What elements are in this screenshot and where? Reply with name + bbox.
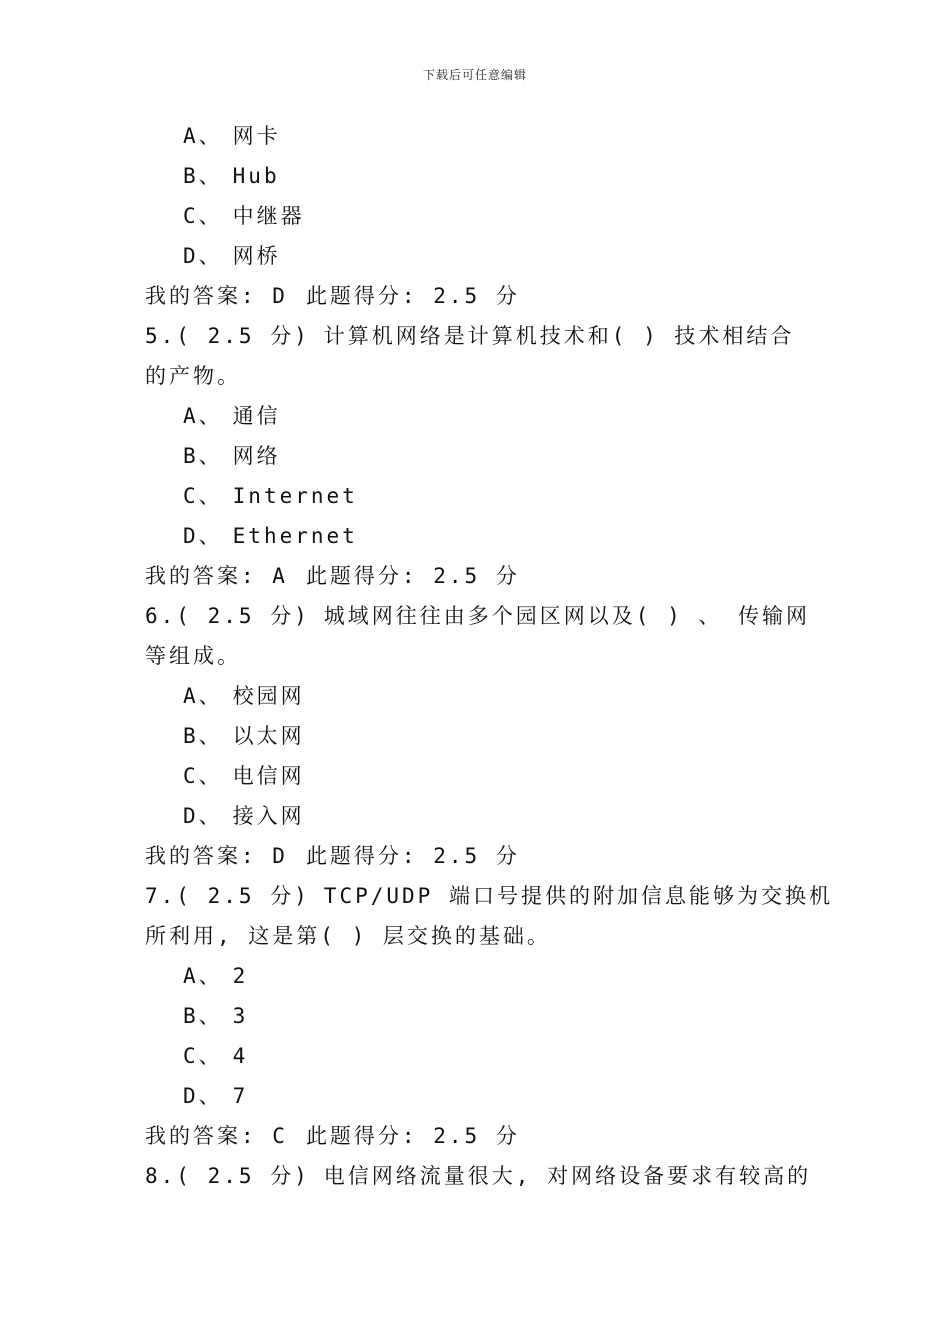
option-text: 中继器 xyxy=(232,204,305,228)
option-text: 校园网 xyxy=(232,684,305,708)
option-letter: A、 xyxy=(183,964,223,988)
option-letter: D、 xyxy=(183,244,223,268)
question-text-continued: 所利用, 这是第( ) 层交换的基础。 xyxy=(145,924,551,948)
option-text: 通信 xyxy=(232,404,281,428)
my-answer: 我的答案: D xyxy=(145,844,288,868)
option-b xyxy=(145,156,815,196)
question-text-continued: 等组成。 xyxy=(145,644,241,668)
question-text: TCP/UDP 端口号提供的附加信息能够为交换机 xyxy=(323,884,833,908)
page-header: 下载后可任意编辑 xyxy=(422,68,527,82)
option-c xyxy=(145,196,815,236)
option-d xyxy=(145,1076,815,1116)
option-text: Internet xyxy=(232,484,358,508)
option-b xyxy=(145,996,815,1036)
question-7 xyxy=(145,876,833,916)
option-text: 以太网 xyxy=(232,724,305,748)
option-letter: C、 xyxy=(183,1044,223,1068)
question-text: 城域网往往由多个园区网以及( ) 、 传输网 xyxy=(323,604,811,628)
option-letter: D、 xyxy=(183,804,223,828)
option-d xyxy=(145,236,815,276)
document-body xyxy=(145,116,833,1196)
question-number: 5.( 2.5 分) xyxy=(145,324,310,348)
question-6 xyxy=(145,596,815,636)
option-letter: B、 xyxy=(183,444,223,468)
option-letter: A、 xyxy=(183,684,223,708)
question-text: 计算机网络是计算机技术和( ) 技术相结合 xyxy=(323,324,795,348)
option-text: 2 xyxy=(232,964,249,988)
option-b xyxy=(145,716,815,756)
option-letter: B、 xyxy=(183,164,223,188)
question-text: 电信网络流量很大, 对网络设备要求有较高的 xyxy=(323,1164,812,1188)
question-8 xyxy=(145,1156,815,1196)
question-score: 此题得分: 2.5 分 xyxy=(305,284,520,308)
my-answer: 我的答案: A xyxy=(145,564,288,588)
answer-line xyxy=(145,836,815,876)
option-text: Ethernet xyxy=(232,524,358,548)
question-number: 7.( 2.5 分) xyxy=(145,884,310,908)
question-score: 此题得分: 2.5 分 xyxy=(305,844,520,868)
option-text: 4 xyxy=(232,1044,249,1068)
question-number: 6.( 2.5 分) xyxy=(145,604,310,628)
option-letter: B、 xyxy=(183,724,223,748)
option-letter: C、 xyxy=(183,764,223,788)
option-text: 电信网 xyxy=(232,764,305,788)
option-d xyxy=(145,796,815,836)
option-a xyxy=(145,676,815,716)
my-answer: 我的答案: C xyxy=(145,1124,288,1148)
option-text: Hub xyxy=(232,164,280,188)
option-letter: C、 xyxy=(183,204,223,228)
answer-line xyxy=(145,556,815,596)
question-text-continued: 的产物。 xyxy=(145,364,241,388)
option-text: 网桥 xyxy=(232,244,281,268)
option-text: 网络 xyxy=(232,444,281,468)
option-letter: A、 xyxy=(183,404,223,428)
option-a xyxy=(145,956,815,996)
option-text: 接入网 xyxy=(232,804,305,828)
question-number: 8.( 2.5 分) xyxy=(145,1164,310,1188)
my-answer: 我的答案: D xyxy=(145,284,288,308)
option-text: 7 xyxy=(232,1084,249,1108)
option-c xyxy=(145,1036,815,1076)
option-letter: B、 xyxy=(183,1004,223,1028)
option-b xyxy=(145,436,815,476)
question-score: 此题得分: 2.5 分 xyxy=(305,564,520,588)
answer-line xyxy=(145,1116,815,1156)
option-a xyxy=(145,396,815,436)
option-letter: C、 xyxy=(183,484,223,508)
option-text: 3 xyxy=(232,1004,249,1028)
question-5 xyxy=(145,316,815,356)
answer-line xyxy=(145,276,815,316)
question-score: 此题得分: 2.5 分 xyxy=(305,1124,520,1148)
option-letter: D、 xyxy=(183,1084,223,1108)
option-a xyxy=(145,116,815,156)
option-c xyxy=(145,476,815,516)
option-d xyxy=(145,516,815,556)
option-text: 网卡 xyxy=(232,124,281,148)
option-letter: A、 xyxy=(183,124,223,148)
option-c xyxy=(145,756,815,796)
option-letter: D、 xyxy=(183,524,223,548)
